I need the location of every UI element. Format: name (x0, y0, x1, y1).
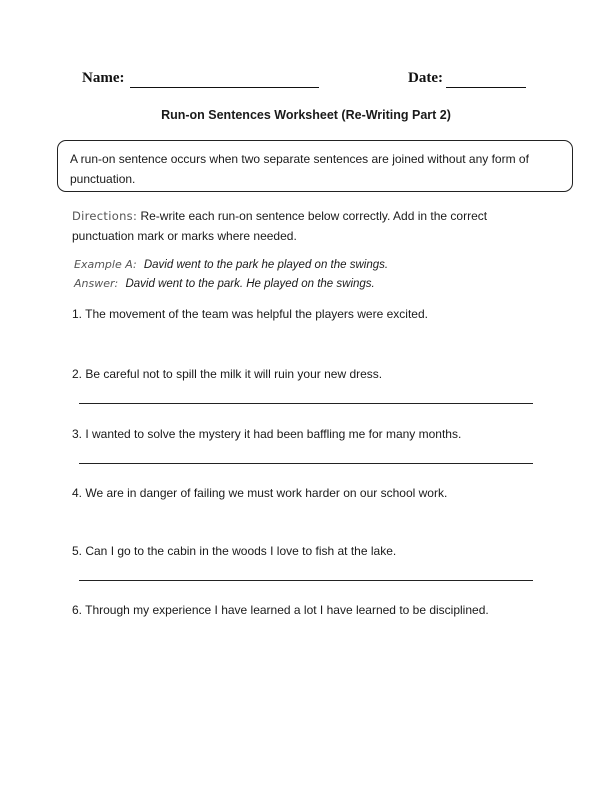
answer-line-5[interactable] (79, 580, 533, 581)
example-answer (74, 277, 375, 290)
directions-text: Re-write each run-on sentence below correctly. Add in the correct punctuation mark or marks where needed. (72, 209, 488, 243)
question-6: 6. Through my experience I have learned a lot I have learned to be disciplined. (72, 603, 489, 617)
directions (72, 206, 542, 246)
definition-box (57, 140, 573, 192)
answer-line-3[interactable] (79, 463, 533, 464)
worksheet-header (0, 70, 612, 94)
date-label: Date: (408, 70, 443, 86)
example-label: Example A: (74, 258, 137, 271)
example-a (74, 258, 388, 271)
question-3: 3. I wanted to solve the mystery it had been baffling me for many months. (72, 427, 462, 441)
question-5: 5. Can I go to the cabin in the woods I love to fish at the lake. (72, 544, 397, 558)
definition-text: A run-on sentence occurs when two separate sentences are joined without any form of punctuation. (70, 152, 529, 186)
date-blank[interactable] (446, 87, 526, 88)
answer-line-2[interactable] (79, 403, 533, 404)
name-label: Name: (82, 70, 125, 86)
directions-label: Directions: (72, 209, 138, 223)
question-4: 4. We are in danger of failing we must work harder on our school work. (72, 486, 448, 500)
question-2: 2. Be careful not to spill the milk it will ruin your new dress. (72, 367, 383, 381)
name-blank[interactable] (130, 87, 319, 88)
example-text: David went to the park he played on the swings. (143, 259, 389, 271)
worksheet-title: Run-on Sentences Worksheet (Re-Writing Part 2) (161, 108, 451, 122)
answer-label: Answer: (74, 277, 119, 290)
answer-text: David went to the park. He played on the swings. (125, 278, 375, 290)
question-1: 1. The movement of the team was helpful the players were excited. (72, 307, 428, 321)
